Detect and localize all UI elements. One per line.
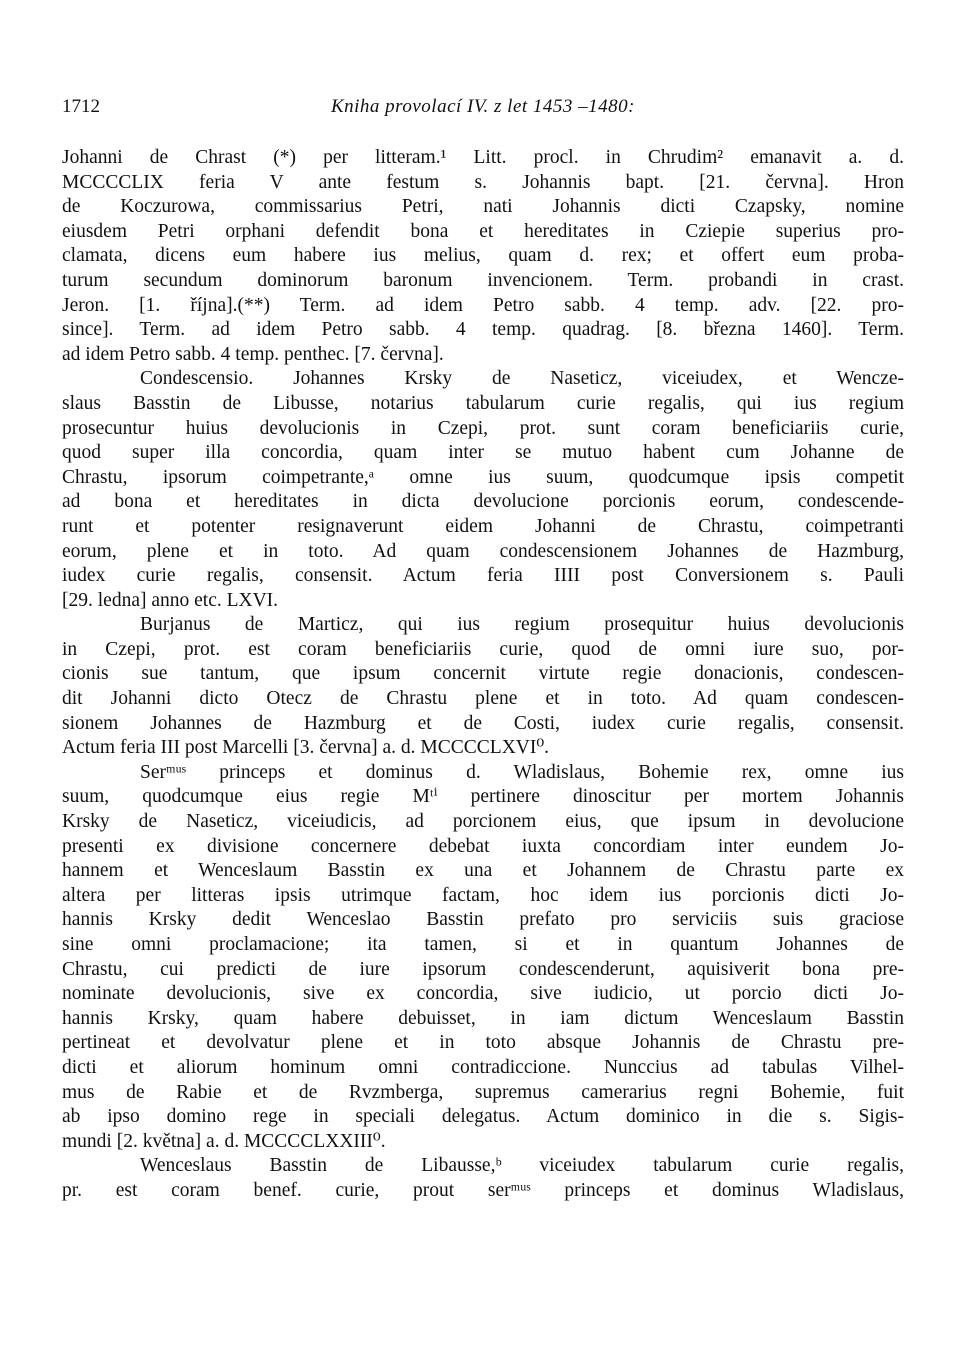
text-line: runt et potenter resignaverunt eidem Johanni de Chrastu, coimpetranti	[62, 515, 904, 537]
text-line: dicti et aliorum hominum omni contradiccione. Nunccius ad tabulas Vilhel-	[62, 1056, 904, 1078]
text-line: clamata, dicens eum habere ius melius, quam d. rex; et offert eum proba-	[62, 245, 904, 267]
text-line: mus de Rabie et de Rvzmberga, supremus camerarius regni Bohemie, fuit	[62, 1081, 904, 1103]
text-line: since]. Term. ad idem Petro sabb. 4 temp. quadrag. [8. března 1460]. Term.	[62, 319, 904, 341]
text-line: cionis sue tantum, que ipsum concernit virtute regie donacionis, condescen-	[62, 663, 904, 685]
text-line: Chrastu, ipsorum coimpetrante,ᵃ omne ius suum, quodcumque ipsis competit	[62, 466, 904, 488]
text-line: eiusdem Petri orphani defendit bona et hereditates in Cziepie superius pro-	[62, 220, 904, 242]
text-line: turum secundum dominorum baronum invencionem. Term. probandi in crast.	[62, 269, 904, 291]
text-line: dit Johanni dicto Otecz de Chrastu plene et in toto. Ad quam condescen-	[62, 688, 904, 710]
text-line: Krsky de Naseticz, viceiudicis, ad porcionem eius, que ipsum in devolucione	[62, 811, 904, 833]
text-line: mundi [2. května] a. d. MCCCCLXXIII⁰.	[62, 1130, 386, 1152]
text-line: de Koczurowa, commissarius Petri, nati Johannis dicti Czapsky, nomine	[62, 196, 904, 218]
text-line: Chrastu, cui predicti de iure ipsorum condescenderunt, aquisiverit bona pre-	[62, 958, 904, 980]
text-line: pr. est coram benef. curie, prout serᵐᵘˢ princeps et dominus Wladislaus,	[62, 1179, 904, 1201]
text-line: Burjanus de Marticz, qui ius regium prosequitur huius devolucionis	[140, 614, 904, 636]
text-line: Serᵐᵘˢ princeps et dominus d. Wladislaus, Bohemie rex, omne ius	[140, 761, 904, 783]
text-line: sionem Johannes de Hazmburg et de Costi, iudex curie regalis, consensit.	[62, 712, 904, 734]
text-line: hannis Krsky, quam habere debuisset, in iam dictum Wenceslaum Basstin	[62, 1007, 904, 1029]
text-line: Condescensio. Johannes Krsky de Naseticz, viceiudex, et Wencze-	[140, 368, 904, 390]
text-line: Actum feria III post Marcelli [3. června] a. d. MCCCCLXVI⁰.	[62, 737, 550, 759]
body-text	[62, 146, 904, 1204]
text-line: quod super illa concordia, quam inter se mutuo habent cum Johanne de	[62, 442, 904, 464]
text-line: Wenceslaus Basstin de Libausse,ᵇ viceiudex tabularum curie regalis,	[140, 1155, 904, 1177]
text-line: ab ipso domino rege in speciali delegatus. Actum dominico in die s. Sigis-	[62, 1106, 904, 1128]
text-line: Jeron. [1. října].(**) Term. ad idem Petro sabb. 4 temp. adv. [22. pro-	[62, 294, 904, 316]
page-number: 1712	[62, 96, 100, 117]
text-line: altera per litteras ipsis utrimque factam, hoc idem ius porcionis dicti Jo-	[62, 884, 904, 906]
text-line: [29. ledna] anno etc. LXVI.	[62, 589, 279, 611]
text-line: in Czepi, prot. est coram beneficiariis curie, quod de omni iure suo, por-	[62, 638, 904, 660]
running-title: Kniha provolací IV. z let 1453 –1480:	[330, 96, 635, 117]
text-line: hannis Krsky dedit Wenceslao Basstin prefato pro serviciis suis graciose	[62, 909, 904, 931]
text-line: iudex curie regalis, consensit. Actum feria IIII post Conversionem s. Pauli	[62, 565, 904, 587]
text-line: suum, quodcumque eius regie Mᵗⁱ pertinere dinoscitur per mortem Johannis	[62, 786, 904, 808]
text-line: ad bona et hereditates in dicta devolucione porcionis eorum, condescende-	[62, 491, 904, 513]
text-line: Johanni de Chrast (*) per litteram.¹ Litt. procl. in Chrudim² emanavit a. d.	[62, 147, 904, 168]
text-line: slaus Basstin de Libusse, notarius tabularum curie regalis, qui ius regium	[62, 392, 904, 414]
text-line: nominate devolucionis, sive ex concordia, sive iudicio, ut porcio dicti Jo-	[62, 983, 904, 1005]
text-line: pertineat et devolvatur plene et in toto absque Johannis de Chrastu pre-	[62, 1032, 904, 1054]
text-line: presenti ex divisione concernere debebat iuxta concordiam inter eundem Jo-	[62, 835, 904, 857]
text-line: sine omni proclamacione; ita tamen, si et in quantum Johannes de	[62, 934, 904, 955]
text-line: ad idem Petro sabb. 4 temp. penthec. [7. června].	[62, 343, 444, 365]
text-line: hannem et Wenceslaum Basstin ex una et Johannem de Chrastu parte ex	[62, 860, 904, 882]
text-line: eorum, plene et in toto. Ad quam condescensionem Johannes de Hazmburg,	[62, 540, 904, 562]
text-line: prosecuntur huius devolucionis in Czepi, prot. sunt coram beneficiariis curie,	[62, 417, 904, 439]
running-header	[62, 96, 904, 126]
text-line: MCCCCLIX feria V ante festum s. Johannis bapt. [21. června]. Hron	[62, 171, 904, 193]
document-page	[62, 96, 904, 1204]
